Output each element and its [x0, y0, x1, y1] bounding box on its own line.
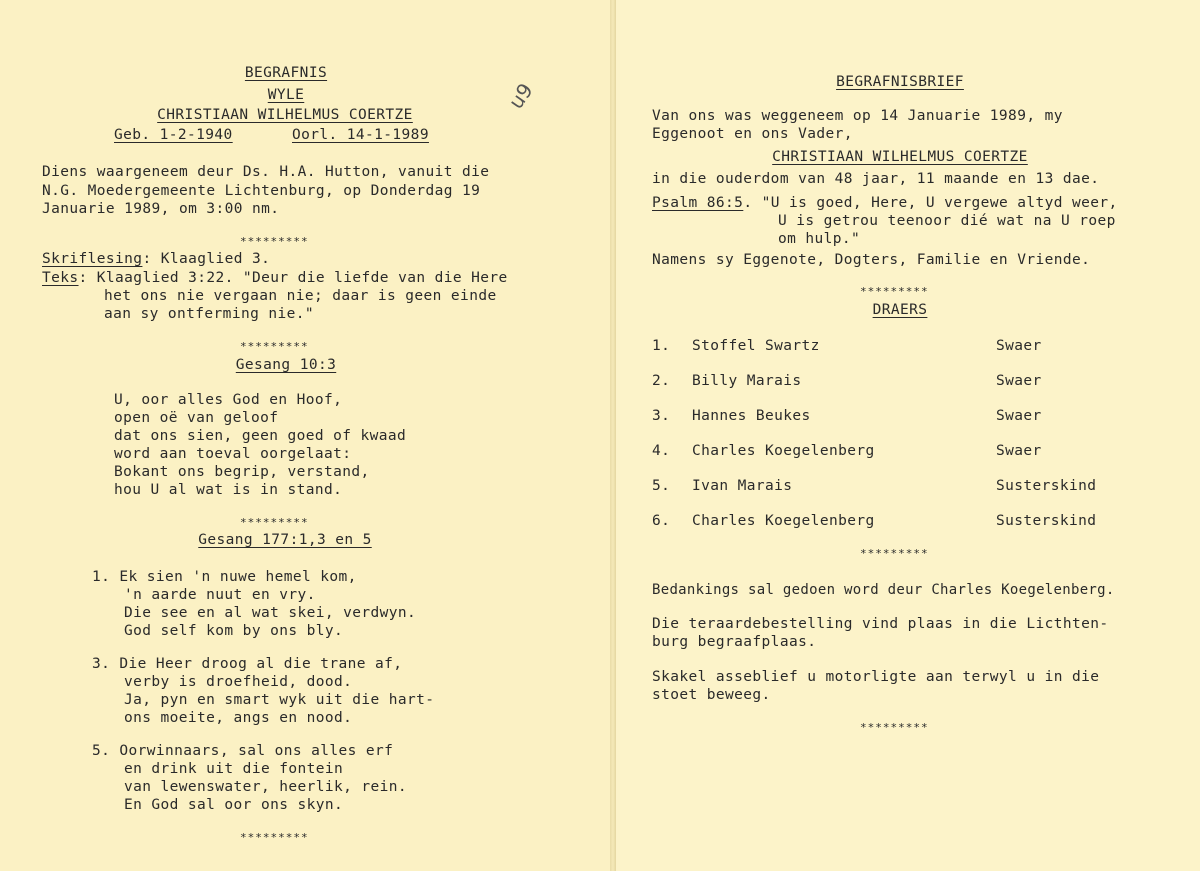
bearer-relation: Swaer: [996, 373, 1042, 389]
service-line-2: N.G. Moedergemeente Lichtenburg, op Donderdag 19: [42, 183, 481, 199]
text-line-3: aan sy ontferming nie.": [104, 306, 314, 322]
birth-date: Geb. 1-2-1940: [114, 127, 233, 143]
bearers-title: DRAERS: [872, 302, 928, 318]
hymn1-line: U, oor alles God en Hoof,: [114, 392, 343, 408]
lights-line: stoet beweeg.: [652, 687, 771, 703]
bearer-relation: Swaer: [996, 408, 1042, 424]
page-fold: [610, 0, 616, 871]
separator-stars: *********: [860, 547, 929, 560]
bearer-relation: Swaer: [996, 443, 1042, 459]
verse3-line: Ja, pyn en smart wyk uit die hart-: [124, 692, 435, 708]
separator-stars: *********: [240, 516, 309, 529]
letter-title: BEGRAFNISBRIEF: [836, 74, 964, 90]
bearer-number: 1.: [652, 338, 671, 354]
psalm-line-3: om hulp.": [778, 231, 861, 247]
verse3-line: 3. Die Heer droog al die trane af,: [92, 656, 403, 672]
separator-stars: *********: [860, 285, 929, 298]
title-wyle: WYLE: [267, 87, 305, 103]
burial-line: Die teraardebestelling vind plaas in die Licthten-: [652, 616, 1109, 632]
age-line: in die ouderdom van 48 jaar, 11 maande en 13 dae.: [652, 171, 1100, 187]
hymn1-title: Gesang 10:3: [235, 357, 337, 373]
hymn1-line: word aan toeval oorgelaat:: [114, 446, 352, 462]
reading-line: [42, 250, 270, 268]
hymn1-line: dat ons sien, geen goed of kwaad: [114, 428, 407, 444]
verse3-line: ons moeite, angs en nood.: [124, 710, 353, 726]
service-line-3: Januarie 1989, om 3:00 nm.: [42, 201, 280, 217]
bearer-number: 2.: [652, 373, 671, 389]
bearer-name: Charles Koegelenberg: [692, 513, 875, 529]
bearer-number: 4.: [652, 443, 671, 459]
bearer-name: Stoffel Swartz: [692, 338, 820, 354]
text-line-1: [42, 269, 508, 287]
deceased-name: CHRISTIAAN WILHELMUS COERTZE: [157, 107, 413, 123]
psalm-text: . "U is goed, Here, U vergewe altyd weer,: [743, 195, 1118, 211]
hymn2-title: Gesang 177:1,3 en 5: [198, 532, 372, 548]
separator-stars: *********: [240, 235, 309, 248]
behalf-line: Namens sy Eggenote, Dogters, Familie en Vriende.: [652, 252, 1091, 268]
bearer-name: Ivan Marais: [692, 478, 793, 494]
hymn1-line: hou U al wat is in stand.: [114, 482, 343, 498]
thanks-line: Bedankings sal gedoen word deur Charles Koegelenberg.: [652, 582, 1115, 598]
verse5-line: van lewenswater, heerlik, rein.: [124, 779, 408, 795]
bearer-number: 6.: [652, 513, 671, 529]
separator-stars: *********: [240, 340, 309, 353]
hymn1-line: Bokant ons begrip, verstand,: [114, 464, 370, 480]
psalm-line-2: U is getrou teenoor dié wat na U roep: [778, 213, 1116, 229]
psalm-label: Psalm 86:5: [652, 195, 744, 211]
bearer-relation: Swaer: [996, 338, 1042, 354]
reading-label: Skriflesing: [42, 251, 143, 267]
bearer-relation: Susterskind: [996, 478, 1097, 494]
bearer-number: 3.: [652, 408, 671, 424]
deceased-name-right: CHRISTIAAN WILHELMUS COERTZE: [772, 149, 1028, 165]
bearer-number: 5.: [652, 478, 671, 494]
bearer-name: Billy Marais: [692, 373, 802, 389]
intro-line: Eggenoot en ons Vader,: [652, 126, 853, 142]
intro-line: Van ons was weggeneem op 14 Januarie 1989, my: [652, 108, 1063, 124]
lights-line: Skakel asseblief u motorligte aan terwyl u in die: [652, 669, 1100, 685]
verse5-line: en drink uit die fontein: [124, 761, 344, 777]
burial-line: burg begraafplaas.: [652, 634, 817, 650]
verse5-line: En God sal oor ons skyn.: [124, 797, 344, 813]
reading-value: : Klaaglied 3.: [142, 251, 271, 267]
hymn1-line: open oë van geloof: [114, 410, 279, 426]
bearer-name: Hannes Beukes: [692, 408, 811, 424]
psalm-line-1: [652, 194, 1118, 212]
text-line-2: het ons nie vergaan nie; daar is geen einde: [104, 288, 497, 304]
verse1-line: 1. Ek sien 'n nuwe hemel kom,: [92, 569, 357, 585]
verse1-line: 'n aarde nuut en vry.: [124, 587, 316, 603]
bearer-name: Charles Koegelenberg: [692, 443, 875, 459]
title-begrafnis: BEGRAFNIS: [244, 65, 328, 81]
separator-stars: *********: [860, 721, 929, 734]
death-date: Oorl. 14-1-1989: [292, 127, 429, 143]
text-label: Teks: [42, 270, 79, 286]
separator-stars: *********: [240, 831, 309, 844]
service-line-1: Diens waargeneem deur Ds. H.A. Hutton, vanuit die: [42, 164, 490, 180]
verse5-line: 5. Oorwinnaars, sal ons alles erf: [92, 743, 394, 759]
verse1-line: Die see en al wat skei, verdwyn.: [124, 605, 417, 621]
verse3-line: verby is droefheid, dood.: [124, 674, 353, 690]
handwritten-note: u9: [503, 78, 538, 114]
verse1-line: God self kom by ons bly.: [124, 623, 344, 639]
text-value: : Klaaglied 3:22. "Deur die liefde van die Here: [78, 270, 508, 286]
bearer-relation: Susterskind: [996, 513, 1097, 529]
